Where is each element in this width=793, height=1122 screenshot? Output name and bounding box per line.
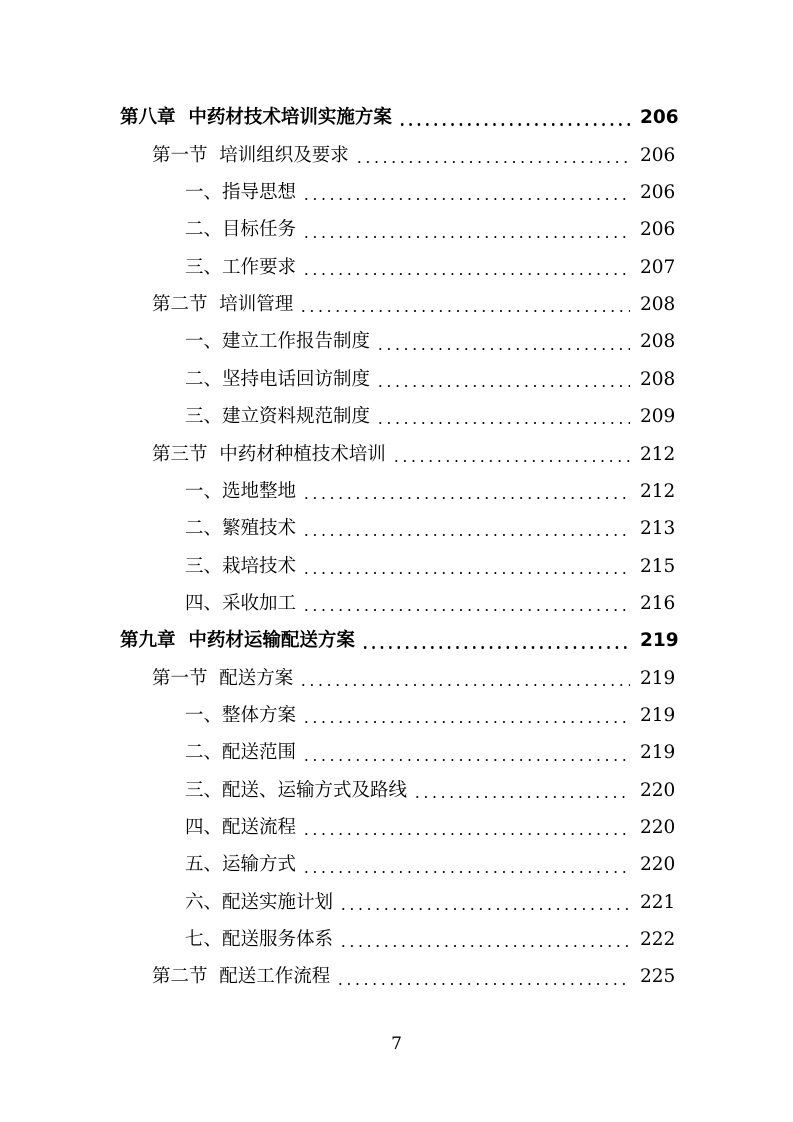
- toc-dot-leader: [299, 684, 630, 686]
- toc-subsection-entry[interactable]: [0, 511, 793, 548]
- toc-subsection-entry[interactable]: [0, 810, 793, 847]
- toc-dot-leader: [339, 908, 630, 910]
- toc-entry-title: 五、运输方式: [185, 854, 297, 876]
- toc-dot-leader: [302, 497, 630, 499]
- toc-entry-page-number: 206: [640, 144, 676, 166]
- toc-subsection-entry[interactable]: [0, 548, 793, 585]
- toc-entry-title: 四、配送流程: [185, 816, 297, 838]
- toc-entry-title: 四、采收加工: [185, 592, 297, 614]
- toc-chapter-entry[interactable]: [0, 100, 793, 137]
- toc-entry-page-number: 213: [640, 518, 676, 540]
- toc-entry-title: 第一节 培训组织及要求: [152, 144, 349, 166]
- toc-subsection-entry[interactable]: [0, 585, 793, 622]
- toc-section-entry[interactable]: [0, 287, 793, 324]
- toc-dot-leader: [302, 833, 630, 835]
- toc-dot-leader: [302, 534, 630, 536]
- toc-dot-leader: [302, 871, 630, 873]
- toc-dot-leader: [302, 572, 630, 574]
- toc-dot-leader: [299, 310, 630, 312]
- toc-entry-page-number: 219: [640, 630, 679, 652]
- toc-dot-leader: [302, 609, 630, 611]
- toc-subsection-entry[interactable]: [0, 212, 793, 249]
- toc-subsection-entry[interactable]: [0, 884, 793, 921]
- toc-dot-leader: [398, 123, 630, 126]
- page-number: 7: [391, 1034, 402, 1054]
- toc-entry-title: 一、建立工作报告制度: [185, 331, 371, 353]
- toc-entry-title: 一、选地整地: [185, 480, 297, 502]
- toc-entry-title: 二、坚持电话回访制度: [185, 368, 371, 390]
- toc-dot-leader: [302, 759, 630, 761]
- toc-subsection-entry[interactable]: [0, 361, 793, 398]
- toc-entry-page-number: 219: [640, 742, 676, 764]
- toc-chapter-entry[interactable]: [0, 623, 793, 660]
- toc-subsection-entry[interactable]: [0, 175, 793, 212]
- toc-dot-leader: [413, 796, 630, 798]
- toc-entry-page-number: 209: [640, 406, 676, 428]
- toc-entry-title: 第一节 配送方案: [152, 667, 294, 689]
- toc-entry-page-number: 208: [640, 294, 676, 316]
- toc-entry-title: 七、配送服务体系: [185, 928, 334, 950]
- toc-dot-leader: [361, 646, 630, 649]
- toc-entry-page-number: 220: [640, 854, 676, 876]
- toc-entry-title: 三、建立资料规范制度: [185, 406, 371, 428]
- toc-entry-page-number: 219: [640, 667, 676, 689]
- toc-dot-leader: [302, 198, 630, 200]
- toc-subsection-entry[interactable]: [0, 847, 793, 884]
- toc-dot-leader: [376, 348, 630, 350]
- toc-entry-title: 三、工作要求: [185, 256, 297, 278]
- table-of-contents: [0, 100, 793, 996]
- toc-entry-title: 三、配送、运输方式及路线: [185, 779, 408, 801]
- toc-dot-leader: [392, 460, 630, 462]
- toc-section-entry[interactable]: [0, 436, 793, 473]
- toc-subsection-entry[interactable]: [0, 735, 793, 772]
- toc-entry-title: 六、配送实施计划: [185, 891, 334, 913]
- toc-entry-title: 第二节 配送工作流程: [152, 966, 331, 988]
- toc-entry-title: 第二节 培训管理: [152, 294, 294, 316]
- toc-section-entry[interactable]: [0, 660, 793, 697]
- toc-entry-page-number: 208: [640, 331, 676, 353]
- toc-entry-page-number: 212: [640, 480, 676, 502]
- toc-entry-title: 二、配送范围: [185, 742, 297, 764]
- toc-subsection-entry[interactable]: [0, 772, 793, 809]
- toc-dot-leader: [302, 721, 630, 723]
- toc-subsection-entry[interactable]: [0, 324, 793, 361]
- toc-entry-page-number: 222: [640, 928, 676, 950]
- toc-dot-leader: [302, 236, 630, 238]
- toc-entry-page-number: 225: [640, 966, 676, 988]
- toc-entry-page-number: 220: [640, 816, 676, 838]
- toc-dot-leader: [355, 161, 630, 163]
- toc-subsection-entry[interactable]: [0, 473, 793, 510]
- toc-section-entry[interactable]: [0, 137, 793, 174]
- toc-entry-title: 二、繁殖技术: [185, 518, 297, 540]
- toc-entry-page-number: 221: [640, 891, 676, 913]
- toc-subsection-entry[interactable]: [0, 399, 793, 436]
- toc-subsection-entry[interactable]: [0, 698, 793, 735]
- toc-entry-title: 第八章 中药材技术培训实施方案: [120, 107, 392, 129]
- toc-entry-page-number: 206: [640, 182, 676, 204]
- toc-entry-page-number: 208: [640, 368, 676, 390]
- toc-section-entry[interactable]: [0, 959, 793, 996]
- toc-entry-page-number: 206: [640, 107, 679, 129]
- toc-entry-page-number: 219: [640, 704, 676, 726]
- toc-entry-page-number: 215: [640, 555, 676, 577]
- toc-subsection-entry[interactable]: [0, 922, 793, 959]
- toc-entry-page-number: 216: [640, 592, 676, 614]
- toc-dot-leader: [339, 945, 630, 947]
- toc-entry-page-number: 220: [640, 779, 676, 801]
- toc-entry-title: 第九章 中药材运输配送方案: [120, 630, 355, 652]
- toc-dot-leader: [302, 273, 630, 275]
- toc-dot-leader: [336, 983, 630, 985]
- toc-entry-page-number: 207: [640, 256, 676, 278]
- toc-subsection-entry[interactable]: [0, 249, 793, 286]
- toc-entry-page-number: 212: [640, 443, 676, 465]
- toc-entry-page-number: 206: [640, 219, 676, 241]
- toc-dot-leader: [376, 385, 630, 387]
- toc-entry-title: 第三节 中药材种植技术培训: [152, 443, 386, 465]
- toc-dot-leader: [376, 422, 630, 424]
- toc-entry-title: 一、指导思想: [185, 182, 297, 204]
- toc-entry-title: 二、目标任务: [185, 219, 297, 241]
- toc-entry-title: 一、整体方案: [185, 704, 297, 726]
- toc-entry-title: 三、栽培技术: [185, 555, 297, 577]
